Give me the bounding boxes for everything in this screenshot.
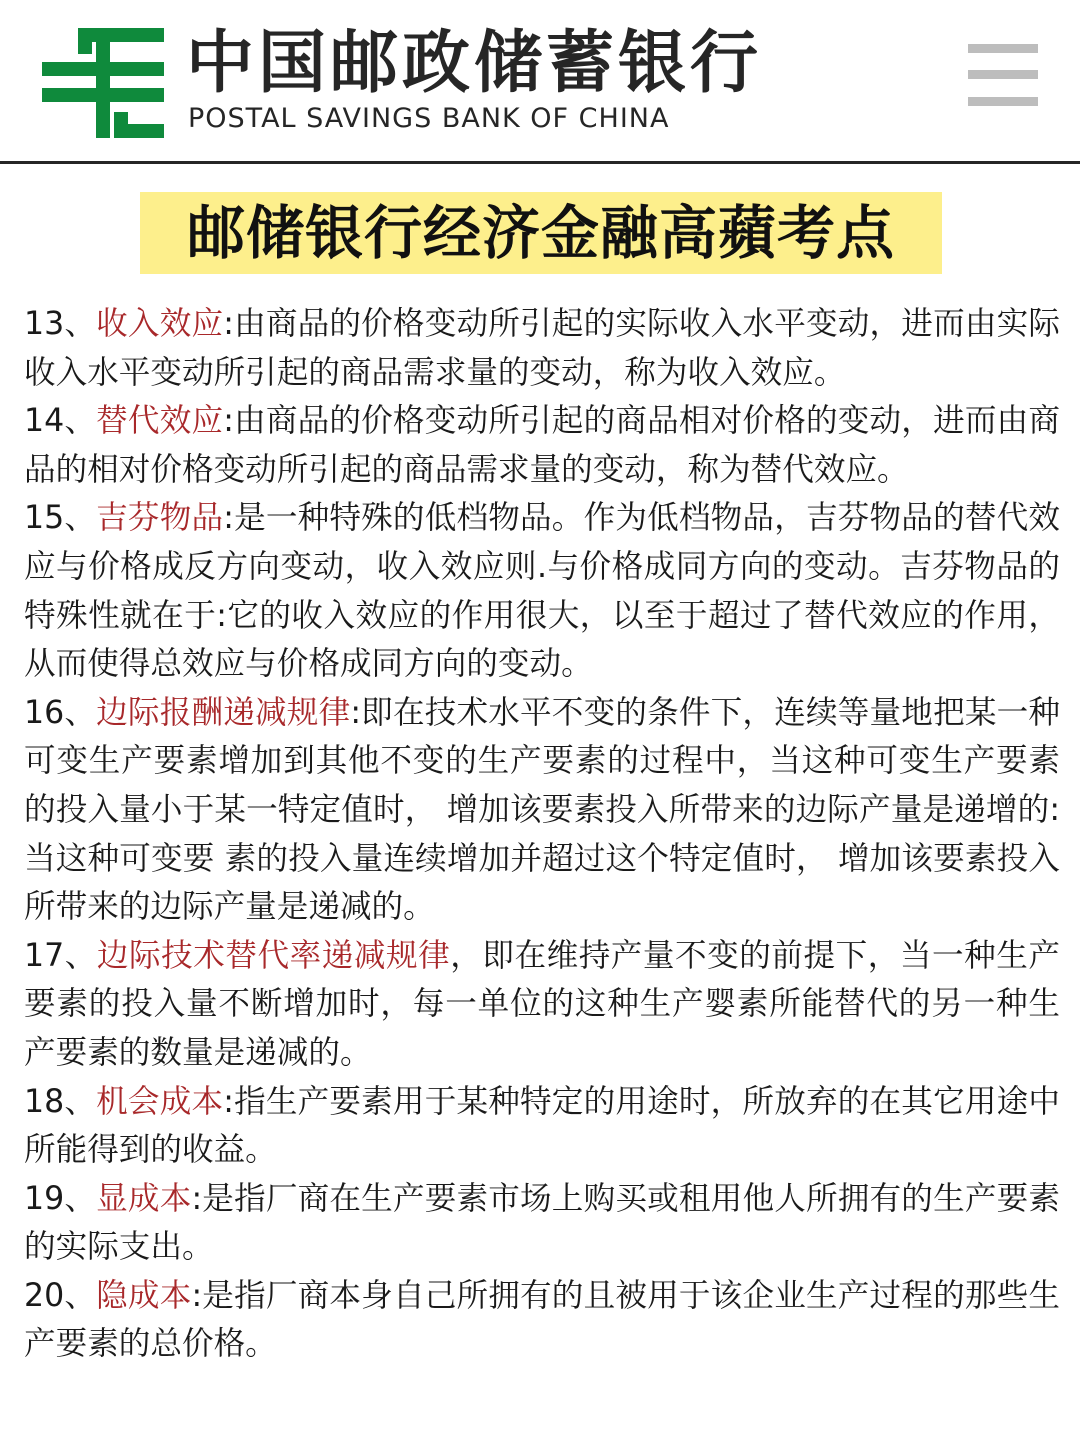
- item-term: 显成本: [96, 1180, 192, 1217]
- item-text: :即在技术水平不变的条件下，连续等量地把某一种可变生产要素增加到其他不变的生产要素的过程中，当这种可变生产要素的投入量小于某一特定值时， 增加该要素投入所带来的边际产量是递增的:当这种可变要 素的投入量连续增加并超过这个特定值时， 增加该要素投入所带来的边际产量是递减的。: [24, 694, 1060, 926]
- title-highlight: [140, 192, 942, 274]
- item-term: 收入效应: [96, 306, 224, 342]
- list-item: [24, 300, 1060, 397]
- header: [0, 0, 1080, 160]
- list-item: [24, 1078, 1060, 1175]
- item-text: :由商品的价格变动所引起的商品相对价格的变动，进而由商品的相对价格变动所引起的商品需求量的变动，称为替代效应。: [24, 403, 1060, 488]
- item-number: 16、: [24, 694, 97, 731]
- item-text: :是指厂商本身自己所拥有的且被用于该企业生产过程的那些生产要素的总价格。: [24, 1277, 1060, 1363]
- item-number: 17、: [24, 937, 97, 974]
- article-content: [24, 300, 1060, 1369]
- list-item: [24, 1175, 1060, 1272]
- page-title: 邮储银行经济金融高蘋考点: [186, 199, 895, 267]
- item-text: ，即在维持产量不变的前提下，当一种生产要素的投入量不断增加时，每一单位的这种生产婴素所能替代的另一种生产要素的数量是递减的。: [24, 937, 1060, 1071]
- list-item: [24, 397, 1060, 494]
- hamburger-menu-icon[interactable]: [968, 44, 1038, 106]
- list-item: [24, 932, 1060, 1078]
- psbc-logo-icon: [40, 26, 166, 140]
- item-term: 边际技术替代率递减规律: [96, 937, 451, 974]
- item-term: 吉芬物品: [96, 500, 224, 537]
- list-item: [24, 689, 1060, 932]
- item-text: :是指厂商在生产要素市场上购买或租用他人所拥有的生产要素的实际支出。: [24, 1180, 1060, 1266]
- item-number: 13、: [24, 306, 97, 342]
- list-item: [24, 1272, 1060, 1369]
- item-term: 隐成本: [96, 1277, 192, 1314]
- item-number: 14、: [24, 403, 97, 440]
- item-number: 19、: [24, 1180, 97, 1217]
- item-term: 边际报酬递减规律: [96, 694, 351, 731]
- item-number: 20、: [24, 1277, 97, 1314]
- item-text: :是一种特殊的低档物品。作为低档物品，吉芬物品的替代效应与价格成反方向变动，收入效应则.与价格成同方向的变动。吉芬物品的特殊性就在于:它的收入效应的作用很大，以至于超过了替代效应的作用，从而使得总效应与价格成同方向的变动。: [24, 500, 1060, 683]
- item-term: 机会成本: [96, 1083, 224, 1120]
- bank-name-en: POSTAL SAVINGS BANK OF CHINA: [188, 103, 670, 134]
- header-divider: [0, 161, 1080, 164]
- item-number: 18、: [24, 1083, 97, 1120]
- item-text: :指生产要素用于某种特定的用途时，所放弃的在其它用途中所能得到的收益。: [24, 1083, 1060, 1169]
- item-term: 替代效应: [96, 403, 224, 440]
- item-number: 15、: [24, 500, 97, 537]
- bank-name-cn: 中国邮政储蓄银行: [186, 24, 763, 103]
- list-item: [24, 494, 1060, 688]
- item-text: :由商品的价格变动所引起的实际收入水平变动，进而由实际收入水平变动所引起的商品需求量的变动，称为收入效应。: [24, 306, 1060, 391]
